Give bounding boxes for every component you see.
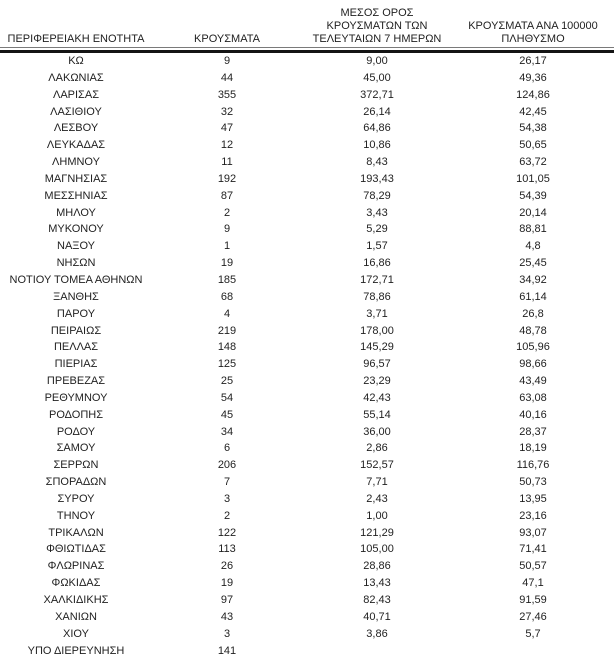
avg7days-cell: 96,57 bbox=[363, 358, 391, 371]
avg7days-cell: 152,57 bbox=[360, 459, 394, 472]
per100k-cell: 54,38 bbox=[519, 122, 547, 135]
region-cell: ΦΛΩΡΙΝΑΣ bbox=[47, 560, 105, 573]
per100k-cell: 13,95 bbox=[519, 492, 547, 505]
region-cell: ΜΕΣΣΗΝΙΑΣ bbox=[44, 189, 108, 202]
per100k-cell: 40,16 bbox=[519, 408, 547, 421]
region-cell: ΝΗΣΩΝ bbox=[56, 257, 96, 270]
table-row bbox=[0, 53, 614, 70]
table-row bbox=[0, 289, 614, 306]
col-header-avg7days-line1: ΜΕΣΟΣ ΟΡΟΣ bbox=[340, 7, 414, 19]
cases-cell: 148 bbox=[217, 341, 237, 354]
cases-cell: 192 bbox=[217, 172, 237, 185]
table-row bbox=[0, 474, 614, 491]
cases-cell: 206 bbox=[217, 459, 237, 472]
cases-cell: 34 bbox=[220, 425, 234, 438]
cases-cell: 68 bbox=[220, 290, 234, 303]
region-cell: ΜΗΛΟΥ bbox=[56, 206, 96, 219]
cases-cell: 11 bbox=[221, 156, 233, 169]
region-cell: ΣΠΟΡΑΔΩΝ bbox=[45, 476, 107, 489]
region-cell: ΠΑΡΟΥ bbox=[56, 307, 96, 320]
cases-cell: 2 bbox=[223, 509, 231, 522]
avg7days-cell: 64,86 bbox=[363, 122, 391, 135]
col-header-avg7days-line3: ΤΕΛΕΥΤΑΙΩΝ 7 ΗΜΕΡΩΝ bbox=[312, 33, 442, 45]
cases-cell: 122 bbox=[217, 526, 237, 539]
cases-cell: 3 bbox=[223, 492, 231, 505]
avg7days-cell: 121,29 bbox=[360, 526, 394, 539]
table-row bbox=[0, 87, 614, 104]
avg7days-cell: 2,86 bbox=[366, 442, 388, 455]
region-cell: ΞΑΝΘΗΣ bbox=[53, 290, 99, 303]
region-cell: ΥΠΟ ΔΙΕΡΕΥΝΗΣΗ bbox=[27, 644, 125, 657]
table-row bbox=[0, 407, 614, 424]
table-row bbox=[0, 205, 614, 222]
cases-cell: 185 bbox=[217, 273, 237, 286]
region-cell: ΜΑΓΝΗΣΙΑΣ bbox=[44, 172, 108, 185]
per100k-cell: 105,96 bbox=[516, 341, 550, 354]
avg7days-cell: 193,43 bbox=[360, 172, 394, 185]
col-header-avg7days-line2: ΚΡΟΥΣΜΑΤΩΝ ΤΩΝ bbox=[326, 20, 428, 32]
region-cell: ΠΡΕΒΕΖΑΣ bbox=[46, 375, 106, 388]
region-cell: ΛΗΜΝΟΥ bbox=[52, 156, 100, 169]
col-header-avg7days bbox=[302, 7, 452, 46]
cases-cell: 19 bbox=[220, 257, 234, 270]
region-cell: ΛΑΡΙΣΑΣ bbox=[52, 88, 99, 101]
region-cell: ΧΑΝΙΩΝ bbox=[55, 610, 97, 623]
cases-cell: 47 bbox=[220, 122, 234, 135]
per100k-cell: 42,45 bbox=[519, 105, 547, 118]
cases-cell: 141 bbox=[217, 644, 237, 657]
avg7days-cell bbox=[302, 643, 452, 658]
per100k-cell: 47,1 bbox=[522, 577, 544, 590]
table-header bbox=[0, 0, 614, 46]
per100k-cell: 61,14 bbox=[519, 290, 547, 303]
cases-cell: 54 bbox=[220, 391, 234, 404]
per100k-cell: 34,92 bbox=[519, 273, 547, 286]
table-row bbox=[0, 491, 614, 508]
table-row bbox=[0, 390, 614, 407]
per100k-cell: 54,39 bbox=[519, 189, 547, 202]
table-row bbox=[0, 373, 614, 390]
avg7days-cell: 1,00 bbox=[366, 509, 388, 522]
region-cell: ΛΕΥΚΑΔΑΣ bbox=[46, 139, 106, 152]
table-row bbox=[0, 104, 614, 121]
avg7days-cell: 13,43 bbox=[363, 577, 391, 590]
per100k-cell: 101,05 bbox=[516, 172, 550, 185]
region-cell: ΚΩ bbox=[68, 55, 84, 67]
table-row bbox=[0, 508, 614, 525]
avg7days-cell: 145,29 bbox=[360, 341, 394, 354]
avg7days-cell: 2,43 bbox=[366, 492, 388, 505]
per100k-cell: 98,66 bbox=[519, 358, 547, 371]
per100k-cell: 49,36 bbox=[519, 71, 547, 84]
table-row bbox=[0, 592, 614, 609]
table-row bbox=[0, 609, 614, 626]
table-row bbox=[0, 171, 614, 188]
per100k-cell: 71,41 bbox=[519, 543, 547, 556]
cases-cell: 125 bbox=[217, 358, 237, 371]
region-cell: ΡΕΘΥΜΝΟΥ bbox=[44, 391, 108, 404]
col-header-per100k-line1: ΚΡΟΥΣΜΑΤΑ ΑΝΑ 100000 bbox=[468, 20, 598, 32]
col-header-cases-label: ΚΡΟΥΣΜΑΤΑ bbox=[194, 33, 260, 45]
region-cell: ΝΑΞΟΥ bbox=[57, 240, 95, 253]
region-cell: ΡΟΔΟΠΗΣ bbox=[48, 408, 104, 421]
cases-cell: 25 bbox=[220, 375, 234, 388]
table-row bbox=[0, 323, 614, 340]
avg7days-cell: 3,86 bbox=[366, 627, 388, 640]
table-row bbox=[0, 356, 614, 373]
avg7days-cell: 1,57 bbox=[366, 240, 388, 253]
cases-cell: 32 bbox=[220, 105, 234, 118]
cases-cell: 355 bbox=[217, 88, 237, 101]
region-cell: ΧΑΛΚΙΔΙΚΗΣ bbox=[43, 594, 109, 606]
region-cell: ΛΑΚΩΝΙΑΣ bbox=[48, 71, 104, 84]
avg7days-cell: 26,14 bbox=[363, 105, 391, 118]
per100k-cell: 20,14 bbox=[519, 206, 547, 219]
avg7days-cell: 23,29 bbox=[363, 375, 391, 388]
table-body bbox=[0, 53, 614, 658]
region-cell: ΣΕΡΡΩΝ bbox=[53, 459, 99, 472]
per100k-cell: 88,81 bbox=[519, 223, 547, 236]
avg7days-cell: 40,71 bbox=[363, 610, 391, 623]
cases-cell: 6 bbox=[223, 442, 231, 455]
table-row bbox=[0, 558, 614, 575]
per100k-cell: 26,17 bbox=[519, 55, 547, 67]
avg7days-cell: 78,29 bbox=[363, 189, 391, 202]
avg7days-cell: 172,71 bbox=[360, 273, 394, 286]
region-cell: ΜΥΚΟΝΟΥ bbox=[48, 223, 104, 236]
cases-cell: 12 bbox=[220, 139, 234, 152]
table-row bbox=[0, 188, 614, 205]
cases-cell: 45 bbox=[220, 408, 234, 421]
avg7days-cell: 36,00 bbox=[363, 425, 391, 438]
per100k-cell: 50,57 bbox=[519, 560, 547, 573]
region-cell: ΦΘΙΩΤΙΔΑΣ bbox=[46, 543, 106, 556]
region-cell: ΧΙΟΥ bbox=[63, 627, 89, 640]
cases-cell: 7 bbox=[223, 476, 231, 489]
table-row bbox=[0, 306, 614, 323]
table-row bbox=[0, 339, 614, 356]
table-row bbox=[0, 221, 614, 238]
region-cell: ΠΕΛΛΑΣ bbox=[53, 341, 99, 354]
region-cell: ΛΑΣΙΘΙΟΥ bbox=[50, 105, 102, 118]
cases-cell: 26 bbox=[220, 560, 234, 573]
table-row bbox=[0, 238, 614, 255]
avg7days-cell: 178,00 bbox=[360, 324, 394, 337]
region-cell: ΠΕΙΡΑΙΩΣ bbox=[50, 324, 102, 337]
col-header-cases bbox=[152, 33, 302, 46]
avg7days-cell: 82,43 bbox=[363, 594, 391, 606]
per100k-cell: 50,65 bbox=[519, 139, 547, 152]
avg7days-cell: 45,00 bbox=[363, 71, 391, 84]
table-row bbox=[0, 137, 614, 154]
table-row bbox=[0, 272, 614, 289]
cases-cell: 44 bbox=[220, 71, 234, 84]
table-row bbox=[0, 575, 614, 592]
region-cell: ΠΙΕΡΙΑΣ bbox=[54, 358, 98, 371]
region-cell: ΛΕΣΒΟΥ bbox=[53, 122, 99, 135]
region-cell: ΤΡΙΚΑΛΩΝ bbox=[48, 526, 104, 539]
per100k-cell: 50,73 bbox=[519, 476, 547, 489]
cases-cell: 43 bbox=[220, 610, 234, 623]
per100k-cell: 116,76 bbox=[516, 459, 550, 472]
per100k-cell: 124,86 bbox=[516, 88, 550, 101]
cases-cell: 2 bbox=[223, 206, 231, 219]
cases-cell: 9 bbox=[223, 223, 231, 236]
per100k-cell: 26,8 bbox=[522, 307, 544, 320]
col-header-region-label: ΠΕΡΙΦΕΡΕΙΑΚΗ ΕΝΟΤΗΤΑ bbox=[7, 33, 145, 45]
per100k-cell: 5,7 bbox=[525, 627, 541, 640]
table-row bbox=[0, 457, 614, 474]
region-cell: ΡΟΔΟΥ bbox=[56, 425, 96, 438]
col-header-region bbox=[0, 33, 152, 46]
table-row bbox=[0, 643, 614, 658]
cases-cell: 3 bbox=[223, 627, 231, 640]
region-cell: ΦΩΚΙΔΑΣ bbox=[51, 577, 101, 590]
per100k-cell: 28,37 bbox=[519, 425, 547, 438]
table-row bbox=[0, 626, 614, 643]
table-row bbox=[0, 70, 614, 87]
avg7days-cell: 55,14 bbox=[363, 408, 391, 421]
avg7days-cell: 9,00 bbox=[366, 55, 388, 67]
per100k-cell: 18,19 bbox=[519, 442, 547, 455]
per100k-cell: 91,59 bbox=[519, 594, 547, 606]
avg7days-cell: 42,43 bbox=[363, 391, 391, 404]
cases-cell: 87 bbox=[220, 189, 234, 202]
region-cell: ΣΑΜΟΥ bbox=[56, 442, 96, 455]
avg7days-cell: 372,71 bbox=[360, 88, 394, 101]
table-row bbox=[0, 120, 614, 137]
per100k-cell: 23,16 bbox=[519, 509, 547, 522]
table-row bbox=[0, 154, 614, 171]
cases-cell: 9 bbox=[223, 55, 231, 67]
per100k-cell: 48,78 bbox=[519, 324, 547, 337]
per100k-cell: 4,8 bbox=[525, 240, 541, 253]
avg7days-cell: 8,43 bbox=[366, 156, 388, 169]
avg7days-cell: 28,86 bbox=[363, 560, 391, 573]
per100k-cell bbox=[452, 643, 614, 658]
per100k-cell: 93,07 bbox=[519, 526, 547, 539]
avg7days-cell: 16,86 bbox=[363, 257, 391, 270]
col-header-per100k bbox=[452, 20, 614, 46]
cases-cell: 19 bbox=[220, 577, 234, 590]
per100k-cell: 43,49 bbox=[519, 375, 547, 388]
avg7days-cell: 3,71 bbox=[366, 307, 388, 320]
cases-cell: 97 bbox=[220, 594, 234, 606]
cases-cell: 4 bbox=[223, 307, 231, 320]
region-cell: ΣΥΡΟΥ bbox=[57, 492, 95, 505]
per100k-cell: 63,08 bbox=[519, 391, 547, 404]
cases-cell: 219 bbox=[217, 324, 237, 337]
avg7days-cell: 105,00 bbox=[360, 543, 394, 556]
per100k-cell: 63,72 bbox=[519, 156, 547, 169]
table-row bbox=[0, 255, 614, 272]
table-row bbox=[0, 541, 614, 558]
table-row bbox=[0, 424, 614, 441]
cases-cell: 113 bbox=[218, 543, 236, 556]
region-cell: ΝΟΤΙΟΥ ΤΟΜΕΑ ΑΘΗΝΩΝ bbox=[9, 273, 143, 286]
col-header-per100k-line2: ΠΛΗΘΥΣΜΟ bbox=[501, 33, 565, 45]
table-row bbox=[0, 440, 614, 457]
cases-cell: 1 bbox=[223, 240, 231, 253]
avg7days-cell: 7,71 bbox=[366, 476, 388, 489]
table-row bbox=[0, 525, 614, 542]
per100k-cell: 27,46 bbox=[519, 610, 547, 623]
region-cell: ΤΗΝΟΥ bbox=[56, 509, 96, 522]
avg7days-cell: 3,43 bbox=[366, 206, 388, 219]
avg7days-cell: 78,86 bbox=[363, 290, 391, 303]
per100k-cell: 25,45 bbox=[519, 257, 547, 270]
avg7days-cell: 5,29 bbox=[366, 223, 388, 236]
avg7days-cell: 10,86 bbox=[363, 139, 391, 152]
